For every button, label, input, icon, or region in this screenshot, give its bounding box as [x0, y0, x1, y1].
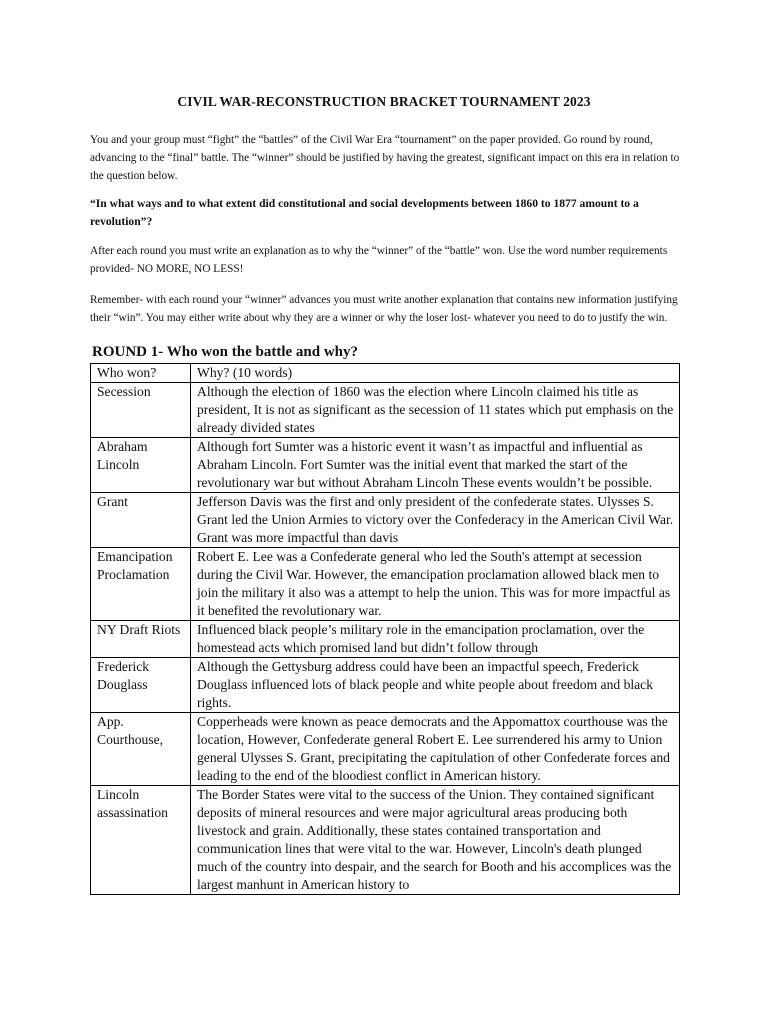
winner-cell: Secession: [91, 383, 191, 438]
why-cell: Although the election of 1860 was the election where Lincoln claimed his title as president, It is not as significant as the secession of 11 states which put emphasis on the already divided states: [191, 383, 680, 438]
why-cell: Influenced black people’s military role in the emancipation proclamation, over the homestead acts which promised land but didn’t follow through: [191, 621, 680, 658]
why-cell: Jefferson Davis was the first and only president of the confederate states. Ulysses S. Grant led the Union Armies to victory over the Confederacy in the American Civil War. Grant was more impactful than davis: [191, 493, 680, 548]
why-cell: Robert E. Lee was a Confederate general who led the South's attempt at secession during the Civil War. However, the emancipation proclamation allowed black men to join the military it also was a attempt to help the union. This was for more impactful as it benefited the revolutionary war.: [191, 548, 680, 621]
winner-cell: App. Courthouse,: [91, 713, 191, 786]
why-cell: The Border States were vital to the success of the Union. They contained significant deposits of mineral resources and were major agricultural areas producing both livestock and grain. Additionally, these states contained transportation and communication lines that were vital to the war. However, Lincoln's death plunged much of the country into despair, and the search for Booth and his accomplices was the largest manhunt in American history to: [191, 786, 680, 895]
header-who-won: Who won?: [91, 364, 191, 383]
table-row: [91, 713, 680, 786]
instructions-paragraph-1: After each round you must write an explanation as to why the “winner” of the “battle” won. Use the word number requirements provided- NO MORE, NO LESS!: [90, 245, 668, 275]
table-row: [91, 658, 680, 713]
winner-cell: NY Draft Riots: [91, 621, 191, 658]
why-cell: Although the Gettysburg address could have been an impactful speech, Frederick Douglass influenced lots of black people and white people about freedom and black rights.: [191, 658, 680, 713]
round-heading: ROUND 1- Who won the battle and why?: [92, 344, 359, 360]
header-why: Why? (10 words): [191, 364, 680, 383]
winner-cell: Emancipation Proclamation: [91, 548, 191, 621]
document-title: CIVIL WAR-RECONSTRUCTION BRACKET TOURNAMENT 2023: [177, 94, 591, 109]
intro-paragraph: You and your group must “fight” the “battles” of the Civil War Era “tournament” on the paper provided. Go round by round, advancing to the “final” battle. The “winner” should be justified by having the greatest, significant impact on this era in relation to the question below.: [90, 134, 680, 182]
bracket-table: [90, 363, 680, 895]
table-row: [91, 621, 680, 658]
table-row: [91, 548, 680, 621]
instructions-paragraph-2: Remember- with each round your “winner” advances you must write another explanation that contains new information justifying their “win”. You may either write about why they are a winner or why the loser lost- whatever you need to do to justify the win.: [90, 294, 678, 324]
guiding-question: “In what ways and to what extent did constitutional and social developments between 1860 to 1877 amount to a revolution”?: [90, 197, 639, 228]
why-cell: Copperheads were known as peace democrats and the Appomattox courthouse was the location, However, Confederate general Robert E. Lee surrendered his army to Union general Ulysses S. Grant, precipitating the capitulation of other Confederate forces and leading to the end of the bloodiest conflict in American history.: [191, 713, 680, 786]
table-header-row: [91, 364, 680, 383]
table-row: [91, 383, 680, 438]
table-row: [91, 493, 680, 548]
table-row: [91, 438, 680, 493]
winner-cell: Lincoln assassination: [91, 786, 191, 895]
winner-cell: Grant: [91, 493, 191, 548]
winner-cell: Frederick Douglass: [91, 658, 191, 713]
table-row: [91, 786, 680, 895]
why-cell: Although fort Sumter was a historic event it wasn’t as impactful and influential as Abraham Lincoln. Fort Sumter was the initial event that marked the start of the revolutionary war but without Abraham Lincoln These events wouldn’t be possible.: [191, 438, 680, 493]
winner-cell: Abraham Lincoln: [91, 438, 191, 493]
